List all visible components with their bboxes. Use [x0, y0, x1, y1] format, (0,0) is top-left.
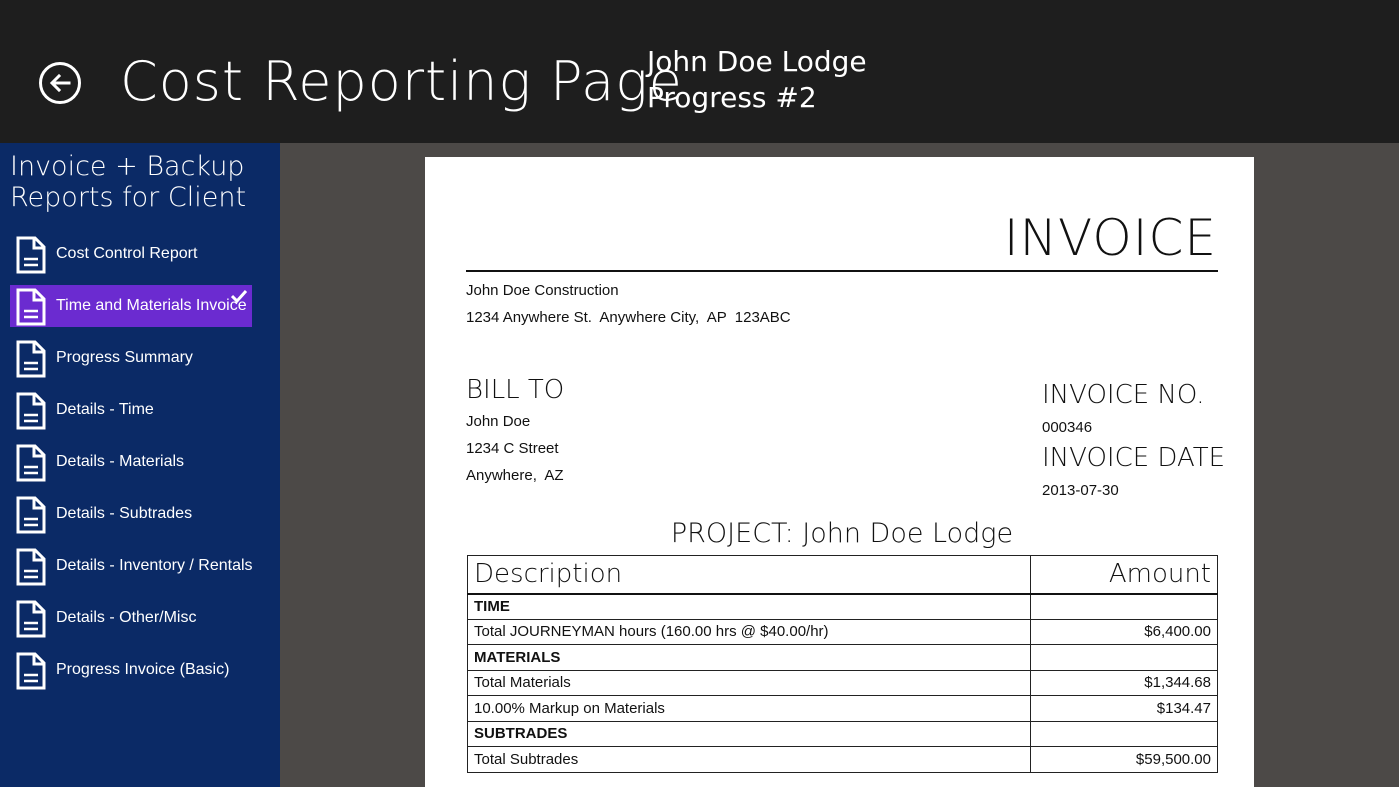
- document-icon: [15, 340, 47, 383]
- sidebar-item-4[interactable]: [10, 441, 252, 483]
- title-divider: [466, 270, 1218, 272]
- sidebar-item-label: Progress Invoice (Basic): [56, 661, 230, 678]
- progress-label: Progress #2: [647, 81, 817, 114]
- page-title: Cost Reporting Page: [120, 50, 683, 113]
- row-description: Total JOURNEYMAN hours (160.00 hrs @ $40.00/hr): [468, 619, 1031, 645]
- sidebar-heading: [10, 151, 246, 213]
- sidebar-item-3[interactable]: [10, 389, 252, 431]
- row-amount: $6,400.00: [1031, 619, 1218, 645]
- row-amount: $134.47: [1031, 696, 1218, 722]
- sidebar-item-0[interactable]: [10, 233, 252, 275]
- row-description: MATERIALS: [468, 645, 1031, 671]
- document-icon: [15, 548, 47, 591]
- table-row: [468, 696, 1218, 722]
- sidebar-item-2[interactable]: [10, 337, 252, 379]
- project-heading: PROJECT: John Doe Lodge: [670, 518, 1014, 549]
- sidebar-item-8[interactable]: [10, 649, 252, 691]
- project-subtitle: [647, 44, 867, 116]
- table-row: [468, 670, 1218, 696]
- row-description: SUBTRADES: [468, 721, 1031, 747]
- sidebar-item-label: Details - Subtrades: [56, 505, 193, 522]
- document-icon: [15, 496, 47, 539]
- description-header: Description: [468, 556, 1031, 594]
- table-header-row: [468, 556, 1218, 594]
- sidebar: [0, 143, 280, 787]
- row-amount: [1031, 645, 1218, 671]
- bill-to-city: Anywhere, AZ: [466, 467, 564, 484]
- amount-header: Amount: [1031, 556, 1218, 594]
- document-icon: [15, 288, 47, 331]
- sidebar-item-5[interactable]: [10, 493, 252, 535]
- row-amount: $59,500.00: [1031, 747, 1218, 773]
- sidebar-item-label: Details - Materials: [56, 453, 185, 470]
- project-name: John Doe Lodge: [647, 45, 867, 78]
- row-description: Total Materials: [468, 670, 1031, 696]
- invoice-document: [425, 157, 1254, 787]
- bill-to-name: John Doe: [466, 413, 531, 430]
- back-button[interactable]: [39, 62, 81, 104]
- row-description: 10.00% Markup on Materials: [468, 696, 1031, 722]
- row-amount: [1031, 594, 1218, 620]
- row-amount: [1031, 721, 1218, 747]
- row-description: Total Subtrades: [468, 747, 1031, 773]
- invoice-date-label: INVOICE DATE: [1042, 443, 1226, 473]
- company-address: 1234 Anywhere St. Anywhere City, AP 123ABC: [466, 309, 791, 326]
- section-row: [468, 594, 1218, 620]
- sidebar-heading-line2: Reports for Client: [10, 182, 247, 213]
- sidebar-item-label: Time and Materials Invoice: [56, 297, 247, 314]
- sidebar-item-label: Details - Time: [56, 401, 154, 418]
- invoice-date: 2013-07-30: [1042, 482, 1119, 499]
- app-header: [0, 0, 1399, 143]
- sidebar-item-6[interactable]: [10, 545, 252, 587]
- document-icon: [15, 392, 47, 435]
- sidebar-item-label: Progress Summary: [56, 349, 193, 366]
- invoice-no-label: INVOICE NO.: [1042, 380, 1205, 410]
- company-name: John Doe Construction: [466, 282, 619, 299]
- checkmark-icon: [231, 289, 247, 308]
- invoice-no: 000346: [1042, 419, 1093, 436]
- sidebar-item-1[interactable]: [10, 285, 252, 327]
- row-amount: $1,344.68: [1031, 670, 1218, 696]
- document-icon: [15, 652, 47, 695]
- section-row: [468, 645, 1218, 671]
- back-arrow-icon: [49, 72, 71, 94]
- bill-to-label: BILL TO: [466, 375, 565, 405]
- document-icon: [15, 236, 47, 279]
- invoice-title: INVOICE: [1003, 209, 1217, 267]
- sidebar-item-label: Details - Inventory / Rentals: [56, 557, 253, 574]
- sidebar-item-7[interactable]: [10, 597, 252, 639]
- document-icon: [15, 600, 47, 643]
- invoice-table: [467, 555, 1218, 773]
- sidebar-item-label: Details - Other/Misc: [56, 609, 197, 626]
- bill-to-street: 1234 C Street: [466, 440, 559, 457]
- table-row: [468, 619, 1218, 645]
- table-row: [468, 747, 1218, 773]
- section-row: [468, 721, 1218, 747]
- sidebar-heading-line1: Invoice + Backup: [10, 151, 245, 182]
- document-icon: [15, 444, 47, 487]
- sidebar-item-label: Cost Control Report: [56, 245, 198, 262]
- row-description: TIME: [468, 594, 1031, 620]
